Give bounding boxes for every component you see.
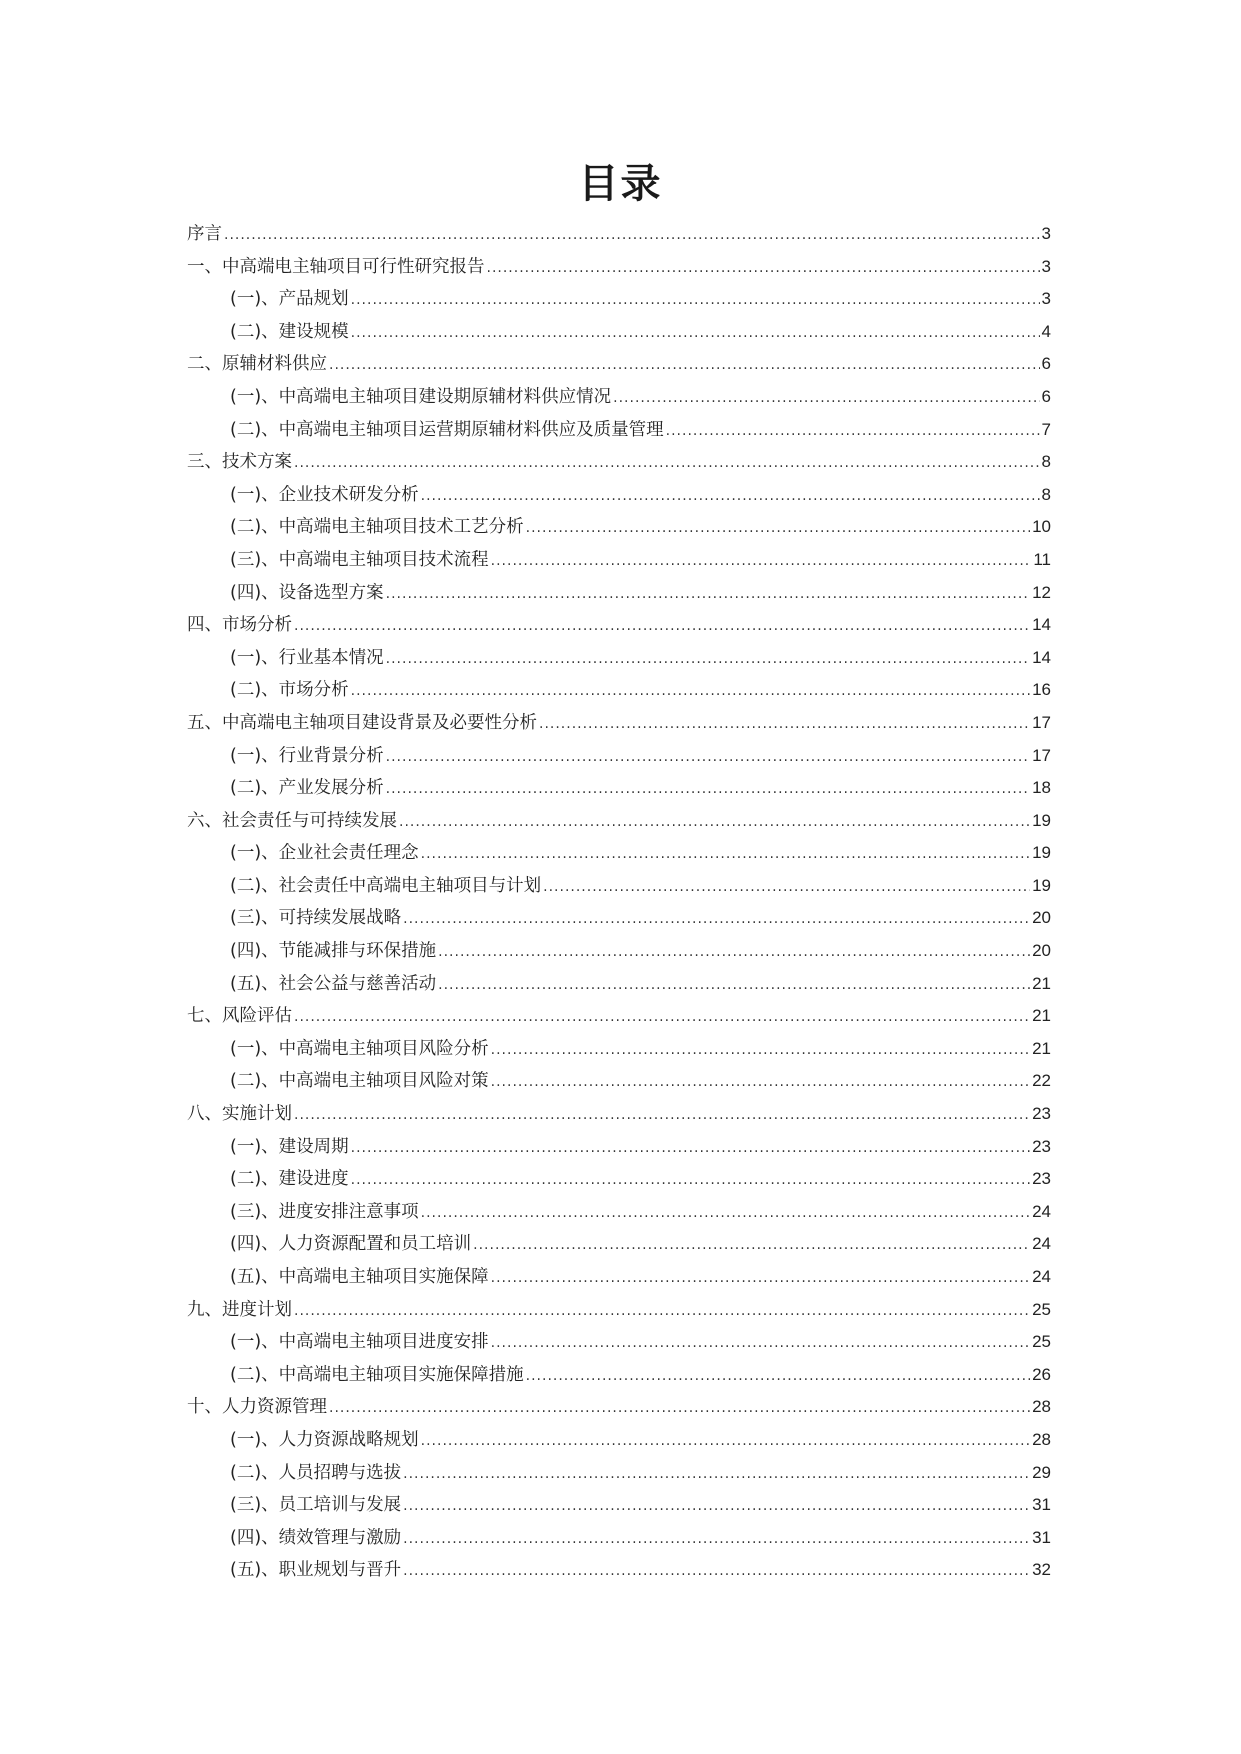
dot-leader xyxy=(351,1132,1030,1165)
toc-entry-page-number: 18 xyxy=(1032,778,1051,798)
toc-entry-label: (三)、员工培训与发展 xyxy=(230,1495,402,1516)
toc-list xyxy=(187,218,1051,1587)
toc-subentry[interactable] xyxy=(187,1359,1051,1392)
dot-leader xyxy=(543,871,1030,904)
toc-entry-page-number: 31 xyxy=(1032,1495,1051,1515)
toc-entry-label: 三、技术方案 xyxy=(187,452,292,473)
toc-subentry[interactable] xyxy=(187,1554,1051,1587)
dot-leader xyxy=(224,219,1040,252)
dot-leader xyxy=(438,936,1030,969)
toc-entry-page-number: 19 xyxy=(1032,875,1051,895)
toc-entry[interactable] xyxy=(187,218,1051,251)
toc-entry-page-number: 3 xyxy=(1041,289,1051,309)
toc-subentry[interactable] xyxy=(187,1065,1051,1098)
toc-entry-label: 一、中高端电主轴项目可行性研究报告 xyxy=(187,256,485,277)
toc-entry-page-number: 31 xyxy=(1032,1527,1051,1547)
toc-entry-page-number: 14 xyxy=(1032,615,1051,635)
dot-leader xyxy=(386,773,1030,806)
toc-entry-page-number: 23 xyxy=(1032,1136,1051,1156)
dot-leader xyxy=(491,1034,1030,1067)
toc-entry[interactable] xyxy=(187,1000,1051,1033)
dot-leader xyxy=(294,447,1040,480)
toc-entry-label: (二)、中高端电主轴项目风险对策 xyxy=(230,1071,489,1092)
dot-leader xyxy=(473,1229,1030,1262)
toc-entry-page-number: 21 xyxy=(1032,1006,1051,1026)
toc-entry-label: 序言 xyxy=(187,224,222,244)
toc-entry-label: (一)、行业基本情况 xyxy=(230,647,384,668)
toc-entry-page-number: 21 xyxy=(1032,973,1051,993)
toc-entry-label: 八、实施计划 xyxy=(187,1104,292,1125)
toc-entry-label: (四)、绩效管理与激励 xyxy=(230,1527,402,1548)
toc-entry[interactable] xyxy=(187,1391,1051,1424)
toc-entry-label: (二)、人员招聘与选拔 xyxy=(230,1462,402,1483)
toc-entry-label: (一)、中高端电主轴项目建设期原辅材料供应情况 xyxy=(230,386,612,407)
toc-entry-page-number: 26 xyxy=(1032,1364,1051,1384)
toc-entry-page-number: 20 xyxy=(1032,941,1051,961)
toc-entry-label: (二)、产业发展分析 xyxy=(230,778,384,799)
dot-leader xyxy=(491,1262,1030,1295)
toc-entry-page-number: 24 xyxy=(1032,1267,1051,1286)
dot-leader xyxy=(526,512,1030,545)
toc-subentry[interactable] xyxy=(187,1424,1051,1457)
toc-subentry[interactable] xyxy=(187,316,1051,349)
dot-leader xyxy=(294,610,1030,643)
toc-entry-page-number: 32 xyxy=(1032,1560,1051,1580)
toc-subentry[interactable] xyxy=(187,740,1051,773)
dot-leader xyxy=(294,1099,1030,1132)
toc-subentry[interactable] xyxy=(187,1033,1051,1066)
toc-subentry[interactable] xyxy=(187,642,1051,675)
toc-subentry[interactable] xyxy=(187,1261,1051,1294)
dot-leader xyxy=(539,708,1030,741)
dot-leader xyxy=(403,1490,1030,1523)
toc-subentry[interactable] xyxy=(187,1457,1051,1490)
toc-entry-page-number: 3 xyxy=(1041,256,1051,276)
toc-subentry[interactable] xyxy=(187,1163,1051,1196)
toc-entry-label: (五)、职业规划与晋升 xyxy=(230,1560,402,1581)
dot-leader xyxy=(351,284,1040,317)
toc-entry-page-number: 10 xyxy=(1032,517,1051,537)
toc-entry-label: (一)、中高端电主轴项目风险分析 xyxy=(230,1038,489,1059)
toc-entry-page-number: 14 xyxy=(1032,647,1051,667)
toc-subentry[interactable] xyxy=(187,544,1051,577)
toc-entry[interactable] xyxy=(187,1098,1051,1131)
dot-leader xyxy=(403,1458,1030,1491)
toc-entry-page-number: 20 xyxy=(1032,908,1051,928)
toc-entry-label: (二)、中高端电主轴项目技术工艺分析 xyxy=(230,517,524,538)
toc-entry-label: (二)、中高端电主轴项目运营期原辅材料供应及质量管理 xyxy=(230,419,664,440)
dot-leader xyxy=(421,1197,1030,1230)
toc-subentry[interactable] xyxy=(187,1228,1051,1261)
dot-leader xyxy=(351,317,1040,350)
toc-entry-label: 六、社会责任与可持续发展 xyxy=(187,810,397,831)
toc-entry-label: 四、市场分析 xyxy=(187,615,292,636)
toc-entry-label: 五、中高端电主轴项目建设背景及必要性分析 xyxy=(187,712,537,733)
toc-entry-page-number: 3 xyxy=(1041,224,1051,243)
dot-leader xyxy=(491,545,1032,578)
toc-entry-page-number: 25 xyxy=(1032,1299,1051,1319)
toc-subentry[interactable] xyxy=(187,1326,1051,1359)
dot-leader xyxy=(526,1360,1030,1393)
toc-entry-page-number: 23 xyxy=(1032,1104,1051,1124)
dot-leader xyxy=(421,480,1040,513)
toc-entry-label: (四)、设备选型方案 xyxy=(230,582,384,603)
toc-entry-page-number: 29 xyxy=(1032,1462,1051,1482)
toc-entry[interactable] xyxy=(187,609,1051,642)
toc-subentry[interactable] xyxy=(187,1489,1051,1522)
toc-subentry[interactable] xyxy=(187,479,1051,512)
toc-subentry[interactable] xyxy=(187,1196,1051,1229)
dot-leader xyxy=(403,903,1030,936)
toc-subentry[interactable] xyxy=(187,414,1051,447)
toc-entry-page-number: 8 xyxy=(1041,484,1051,504)
toc-entry-label: (一)、产品规划 xyxy=(230,289,349,310)
toc-entry-label: (五)、社会公益与慈善活动 xyxy=(230,973,437,994)
toc-entry-label: (一)、人力资源战略规划 xyxy=(230,1429,419,1450)
toc-subentry[interactable] xyxy=(187,837,1051,870)
toc-entry-label: (三)、中高端电主轴项目技术流程 xyxy=(230,549,489,570)
toc-entry-page-number: 22 xyxy=(1032,1071,1051,1091)
toc-entry-label: (二)、市场分析 xyxy=(230,680,349,701)
toc-entry-label: 九、进度计划 xyxy=(187,1299,292,1320)
toc-entry-page-number: 6 xyxy=(1041,354,1051,374)
dot-leader xyxy=(329,349,1040,382)
toc-subentry[interactable] xyxy=(187,772,1051,805)
toc-entry-label: (四)、人力资源配置和员工培训 xyxy=(230,1234,472,1255)
toc-entry-label: (二)、建设规模 xyxy=(230,321,349,342)
dot-leader xyxy=(386,643,1030,676)
toc-entry-label: 二、原辅材料供应 xyxy=(187,354,327,375)
toc-subentry[interactable] xyxy=(187,1522,1051,1555)
toc-entry-page-number: 11 xyxy=(1033,549,1051,569)
dot-leader xyxy=(399,806,1030,839)
toc-subentry[interactable] xyxy=(187,935,1051,968)
dot-leader xyxy=(351,1164,1030,1197)
toc-entry[interactable] xyxy=(187,805,1051,838)
toc-entry-page-number: 25 xyxy=(1032,1332,1051,1352)
toc-subentry[interactable] xyxy=(187,577,1051,610)
dot-leader xyxy=(438,969,1030,1002)
dot-leader xyxy=(403,1523,1030,1556)
toc-entry-page-number: 17 xyxy=(1032,745,1051,765)
dot-leader xyxy=(294,1295,1030,1328)
toc-subentry[interactable] xyxy=(187,674,1051,707)
toc-entry[interactable] xyxy=(187,251,1051,284)
dot-leader xyxy=(294,1001,1030,1034)
toc-entry-page-number: 17 xyxy=(1032,712,1051,732)
toc-entry-page-number: 8 xyxy=(1041,452,1051,472)
toc-entry-page-number: 23 xyxy=(1032,1169,1051,1189)
toc-entry-label: (一)、行业背景分析 xyxy=(230,745,384,766)
toc-subentry[interactable] xyxy=(187,968,1051,1001)
toc-entry-label: (二)、社会责任中高端电主轴项目与计划 xyxy=(230,875,542,896)
toc-entry-label: 十、人力资源管理 xyxy=(187,1397,327,1418)
dot-leader xyxy=(491,1066,1030,1099)
dot-leader xyxy=(666,415,1040,448)
toc-entry[interactable] xyxy=(187,348,1051,381)
toc-entry-label: (一)、企业技术研发分析 xyxy=(230,484,419,505)
toc-entry-page-number: 28 xyxy=(1032,1397,1051,1417)
toc-entry-label: (一)、建设周期 xyxy=(230,1136,349,1157)
toc-entry-page-number: 12 xyxy=(1032,582,1051,602)
toc-entry-page-number: 6 xyxy=(1041,386,1051,406)
toc-entry-page-number: 19 xyxy=(1032,843,1051,863)
toc-entry-page-number: 28 xyxy=(1032,1429,1051,1449)
dot-leader xyxy=(329,1392,1030,1425)
dot-leader xyxy=(386,578,1030,611)
toc-entry-page-number: 24 xyxy=(1032,1234,1051,1254)
toc-entry-label: (二)、中高端电主轴项目实施保障措施 xyxy=(230,1364,524,1385)
toc-entry-page-number: 19 xyxy=(1032,810,1051,830)
toc-subentry[interactable] xyxy=(187,1131,1051,1164)
toc-title: 目录 xyxy=(578,161,663,207)
toc-entry-label: (三)、可持续发展战略 xyxy=(230,908,402,929)
toc-entry-page-number: 21 xyxy=(1032,1038,1051,1058)
toc-entry[interactable] xyxy=(187,707,1051,740)
dot-leader xyxy=(386,741,1030,774)
toc-subentry[interactable] xyxy=(187,283,1051,316)
toc-entry[interactable] xyxy=(187,446,1051,479)
toc-subentry[interactable] xyxy=(187,511,1051,544)
toc-entry[interactable] xyxy=(187,1294,1051,1327)
toc-entry-page-number: 16 xyxy=(1032,680,1051,700)
toc-entry-label: (五)、中高端电主轴项目实施保障 xyxy=(230,1267,489,1287)
dot-leader xyxy=(491,1327,1030,1360)
dot-leader xyxy=(487,252,1040,285)
toc-entry-page-number: 4 xyxy=(1041,321,1051,341)
toc-subentry[interactable] xyxy=(187,902,1051,935)
dot-leader xyxy=(613,382,1039,415)
toc-subentry[interactable] xyxy=(187,381,1051,414)
toc-entry-page-number: 24 xyxy=(1032,1201,1051,1221)
dot-leader xyxy=(421,1425,1030,1458)
dot-leader xyxy=(403,1555,1030,1588)
toc-entry-label: (三)、进度安排注意事项 xyxy=(230,1201,419,1222)
toc-subentry[interactable] xyxy=(187,870,1051,903)
dot-leader xyxy=(421,838,1030,871)
toc-entry-label: (一)、中高端电主轴项目进度安排 xyxy=(230,1332,489,1353)
toc-entry-label: (二)、建设进度 xyxy=(230,1169,349,1190)
toc-entry-label: (四)、节能减排与环保措施 xyxy=(230,941,437,962)
dot-leader xyxy=(351,675,1030,708)
toc-entry-label: (一)、企业社会责任理念 xyxy=(230,843,419,864)
toc-entry-page-number: 7 xyxy=(1041,419,1051,439)
toc-entry-label: 七、风险评估 xyxy=(187,1006,292,1027)
